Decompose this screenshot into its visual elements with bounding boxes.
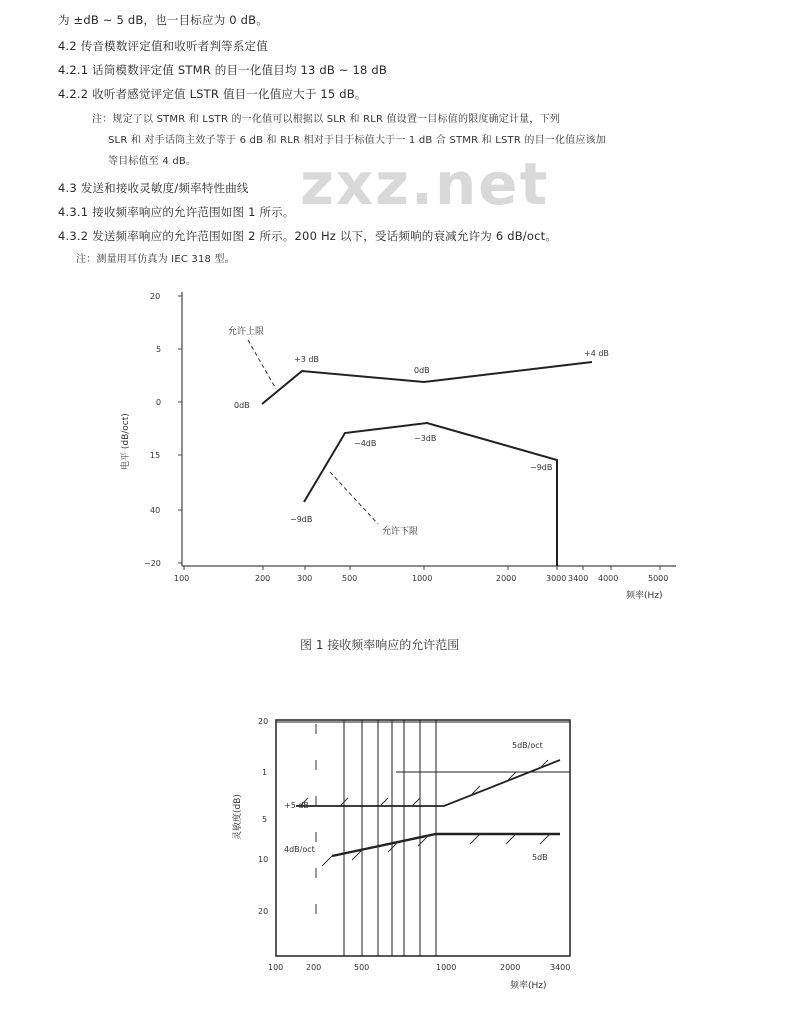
text-line-1: 为 ±dB ~ 5 dB，也一目标应为 0 dB。 <box>58 13 268 27</box>
note-line-1: 注：规定了以 STMR 和 LSTR 的一化值可以根据以 SLR 和 RLR 值设置一目标值的限度确定计量，下列 <box>92 114 560 125</box>
note-ear-simulator: 注：测量用耳仿真为 IEC 318 型。 <box>76 254 235 265</box>
fig2-xtick-3400: 3400 <box>550 963 571 972</box>
fig1-xlabel: 频率(Hz) <box>626 591 663 601</box>
fig1-lower-leader <box>330 472 378 524</box>
fig2-ytick-1: 1 <box>262 768 268 777</box>
fig2-xtick-100: 100 <box>268 963 284 972</box>
fig1-ylabel: 电平 (dB/oct) <box>121 413 131 470</box>
clause-4-2-2: 4.2.2 收听者感觉评定值 LSTR 值目一化值应大于 15 dB。 <box>58 87 367 101</box>
fig1-lower-limit-line <box>304 423 557 566</box>
clause-4-2-1: 4.2.1 话筒模数评定值 STMR 的目一化值目均 13 dB ~ 18 dB <box>58 63 388 77</box>
note-line-3: 等目标值至 4 dB。 <box>108 156 197 167</box>
fig1-ytick-0: 20 <box>150 292 161 301</box>
fig1-ann-lo-start: −9dB <box>290 515 313 524</box>
fig1-xtick-3400: 3400 <box>568 574 589 583</box>
fig2-ann-lo-right: 5dB <box>532 853 548 862</box>
fig2-ann-lo-left: 4dB/oct <box>284 845 315 854</box>
fig2-upper-hatch <box>300 760 548 806</box>
watermark-logo: zxz.net <box>300 150 550 218</box>
fig1-xtick-500: 500 <box>342 574 358 583</box>
section-4-3-heading: 4.3 发送和接收灵敏度/频率特性曲线 <box>58 181 249 195</box>
clause-4-3-2: 4.3.2 发送频率响应的允许范围如图 2 所示。200 Hz 以下，受话频响的衰减允许为 6 dB/oct。 <box>58 229 558 243</box>
fig1-ytick-1: 5 <box>156 345 162 354</box>
fig2-xtick-1000: 1000 <box>436 963 457 972</box>
fig2-ann-up-right: 5dB/oct <box>512 741 543 750</box>
fig2-ann-up-left: +5 dB <box>284 801 309 810</box>
fig1-xtick-5000: 5000 <box>648 574 669 583</box>
fig2-xtick-2000: 2000 <box>500 963 521 972</box>
fig1-ytick-4: 40 <box>150 506 161 515</box>
clause-4-3-1: 4.3.1 接收频率响应的允许范围如图 1 所示。 <box>58 205 295 219</box>
fig1-xtick-200: 200 <box>255 574 271 583</box>
fig1-xtick-4000: 4000 <box>598 574 619 583</box>
fig2-xtick-500: 500 <box>354 963 370 972</box>
fig2-upper-limit-line <box>296 760 560 806</box>
fig1-ann-up-start: 0dB <box>234 401 250 410</box>
figure-2-chart <box>231 717 570 991</box>
section-4-2-heading: 4.2 传音模数评定值和收听者判等系定值 <box>58 39 268 53</box>
fig1-ann-lo-knee: −4dB <box>354 439 377 448</box>
fig1-ann-lo-mid: −3dB <box>414 434 437 443</box>
fig1-xtick-100: 100 <box>174 574 190 583</box>
fig2-ytick-2: 5 <box>262 815 268 824</box>
fig1-ytick-3: 15 <box>150 451 161 460</box>
figure-1-caption: 图 1 接收频率响应的允许范围 <box>300 638 460 652</box>
fig1-ann-up-mid: 0dB <box>414 366 430 375</box>
fig1-ann-up-end: +4 dB <box>584 349 609 358</box>
fig1-xtick-2000: 2000 <box>496 574 517 583</box>
fig1-lower-label: 允许下限 <box>382 527 419 537</box>
fig2-lower-limit-line <box>332 834 560 856</box>
fig2-ytick-0: 20 <box>258 717 269 726</box>
fig2-frame <box>276 720 570 956</box>
fig1-ytick-5: −20 <box>144 559 161 568</box>
fig2-xlabel: 频率(Hz) <box>510 981 547 991</box>
fig2-ytick-4: 20 <box>258 907 269 916</box>
note-line-2: SLR 和 对手话筒主效子等于 6 dB 和 RLR 相对于目于标值大于一 1 dB 合 STMR 和 LSTR 的目一化值应该加 <box>108 135 606 146</box>
fig1-upper-leader <box>248 340 276 389</box>
fig1-ann-lo-end: −9dB <box>530 463 553 472</box>
fig1-xtick-300: 300 <box>297 574 313 583</box>
fig2-ylabel: 灵敏度(dB) <box>233 794 243 840</box>
fig1-xtick-3000: 3000 <box>546 574 567 583</box>
fig1-ytick-2: 0 <box>156 398 162 407</box>
fig2-xtick-200: 200 <box>306 963 322 972</box>
fig1-ann-up-peak: +3 dB <box>294 355 319 364</box>
fig1-xtick-1000: 1000 <box>412 574 433 583</box>
fig1-upper-label: 允许上限 <box>228 327 265 337</box>
fig2-ytick-3: 10 <box>258 855 269 864</box>
